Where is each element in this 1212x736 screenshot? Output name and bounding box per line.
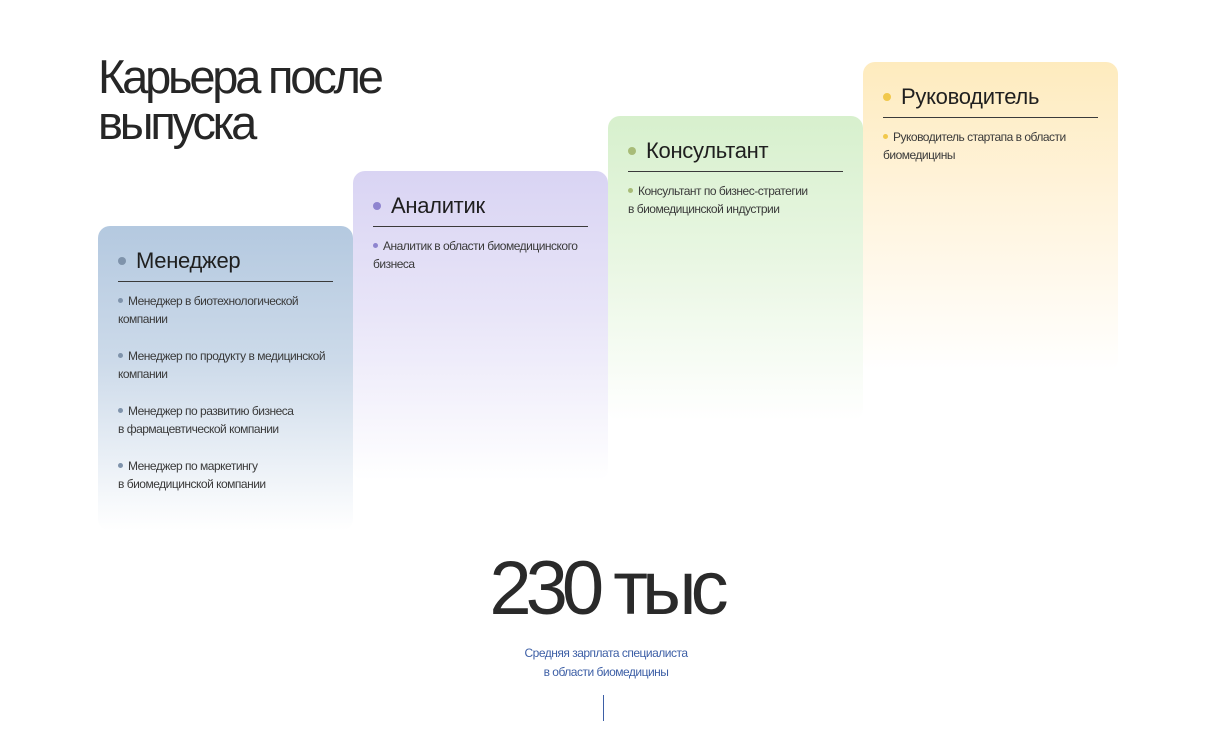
list-item bbox=[118, 457, 333, 493]
bullet-icon bbox=[118, 353, 123, 358]
card-manager bbox=[98, 226, 353, 531]
list-item bbox=[118, 402, 333, 438]
dot-icon bbox=[883, 93, 891, 101]
card-title-text: Аналитик bbox=[391, 193, 485, 218]
card-title-text: Менеджер bbox=[136, 248, 241, 273]
card-title-manager bbox=[118, 248, 333, 282]
bullet-icon bbox=[118, 463, 123, 468]
card-analyst bbox=[353, 171, 608, 481]
card-title-consultant bbox=[628, 138, 843, 172]
card-title-analyst bbox=[373, 193, 588, 227]
dot-icon bbox=[628, 147, 636, 155]
list-item-text: Менеджер по маркетингу в биомедицинской компании bbox=[118, 459, 266, 491]
bullet-icon bbox=[373, 243, 378, 248]
card-consultant bbox=[608, 116, 863, 421]
list-item bbox=[883, 128, 1098, 164]
card-title-text: Консультант bbox=[646, 138, 769, 163]
page-title: Карьера после выпуска bbox=[98, 50, 381, 149]
list-item bbox=[628, 182, 843, 218]
salary-caption: Средняя зарплата специалиста в области биомедицины bbox=[524, 646, 688, 679]
list-item-text: Менеджер в биотехнологической компании bbox=[118, 294, 299, 326]
bullet-icon bbox=[118, 408, 123, 413]
dot-icon bbox=[373, 202, 381, 210]
card-title-head bbox=[883, 84, 1098, 118]
list-item-text: Консультант по бизнес-стратегии в биомедицинской индустрии bbox=[628, 184, 808, 216]
card-items-manager bbox=[118, 292, 333, 493]
list-item bbox=[373, 237, 588, 273]
card-items-head bbox=[883, 128, 1098, 164]
bullet-icon bbox=[883, 134, 888, 139]
dot-icon bbox=[118, 257, 126, 265]
card-title-text: Руководитель bbox=[901, 84, 1040, 109]
list-item bbox=[118, 347, 333, 383]
bullet-icon bbox=[628, 188, 633, 193]
card-head bbox=[863, 62, 1118, 372]
list-item-text: Аналитик в области биомедицинского бизнеса bbox=[373, 239, 578, 271]
list-item-text: Менеджер по развитию бизнеса в фармацевтической компании bbox=[118, 404, 294, 436]
salary-value: 230 тыс bbox=[489, 546, 723, 631]
list-item-text: Менеджер по продукту в медицинской компании bbox=[118, 349, 326, 381]
list-item bbox=[118, 292, 333, 328]
card-items-consultant bbox=[628, 182, 843, 218]
vertical-divider bbox=[603, 695, 604, 721]
card-items-analyst bbox=[373, 237, 588, 273]
bullet-icon bbox=[118, 298, 123, 303]
list-item-text: Руководитель стартапа в области биомедицины bbox=[883, 130, 1066, 162]
